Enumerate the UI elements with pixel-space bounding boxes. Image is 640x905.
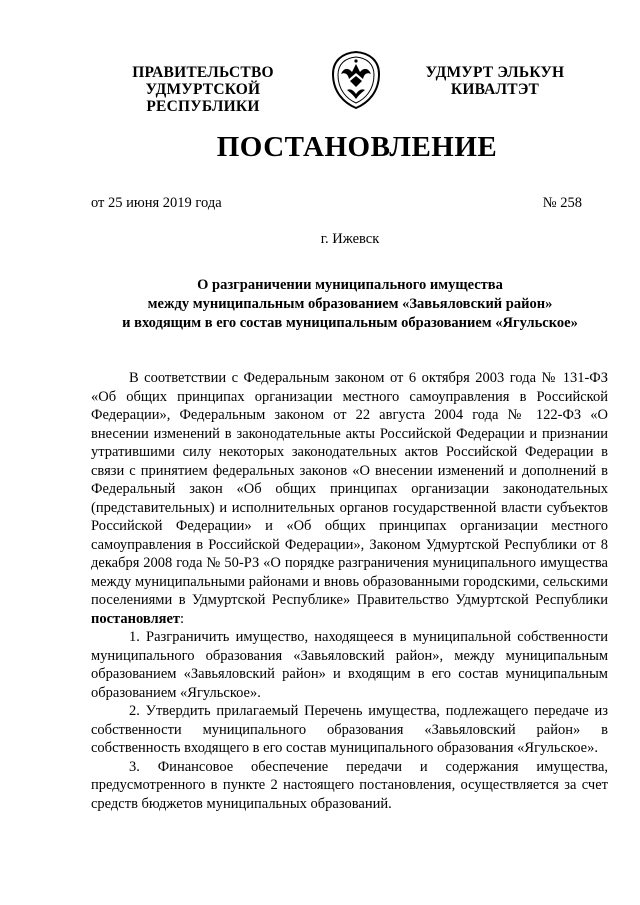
item-1-paragraph: 1. Разграничить имущество, находящееся в муниципальной собственности муниципального образования «Завьяловский район», между муниципальным образованием «Завьяловский район» и входящим в его состав муниципальным образованием «Ягульское». (91, 629, 608, 701)
subject-line3: и входящим в его состав муниципальным образованием «Ягульское» (122, 315, 578, 331)
government-name-udmurt-line1: УДМУРТ ЭЛЬКУН (425, 64, 565, 81)
government-name-line1: ПРАВИТЕЛЬСТВО (132, 64, 274, 81)
document-body (91, 369, 608, 813)
item-3-paragraph: 3. Финансовое обеспечение передачи и содержания имущества, предусмотренного в пункте 2 настоящего постановления, осуществляется за счет средств бюджетов муниципальных образований. (91, 758, 608, 812)
document-city: г. Ижевск (320, 231, 380, 247)
document-subject (0, 276, 640, 333)
resolves-word: постановляет (91, 610, 181, 627)
government-name-udmurt-line2: КИВАЛТЭТ (450, 81, 540, 98)
preamble-text: В соответствии с Федеральным законом от 6 октября 2003 года № 131-ФЗ «Об общих принципах организации местного самоуправления в Российской Федерации», Федеральным законом от 22 августа 2004 года № 122-ФЗ «О внесении изменений в законодательные акты Российской Федерации и признании утратившими силу некоторых законодательных актов Российской Федерации в связи с принятием федеральных законов «О внесении изменений и дополнений в Федеральный закон «Об общих принципах организации законодательных (представительных) и исполнительных органов государственной власти субъектов Российской Федерации» и «Об общих принципах организации местного самоуправления в Российской Федерации», Законом Удмуртской Республики от 8 декабря 2008 года № 50-РЗ «О порядке разграничения муниципального имущества между муниципальными районами и вновь образованными городскими, сельскими поселениями в Удмуртской Республике» Правительство Удмуртской Республики (91, 370, 608, 608)
subject-line2: между муниципальным образованием «Завьяловский район» (147, 296, 553, 312)
preamble-paragraph (91, 369, 608, 628)
item-2-paragraph: 2. Утвердить прилагаемый Перечень имущества, подлежащего передаче из собственности муниципального образования «Завьяловский район» в собственность входящего в его состав муниципального образования «Ягульское». (91, 703, 608, 756)
government-name-udmurt (420, 64, 570, 98)
document-date: от 25 июня 2019 года (91, 195, 222, 211)
coat-of-arms-icon (330, 50, 382, 110)
government-name-russian (92, 64, 314, 115)
subject-line1: О разграничении муниципального имущества (197, 277, 503, 293)
document-number: № 258 (542, 195, 582, 211)
document-title: ПОСТАНОВЛЕНИЕ (216, 131, 498, 163)
preamble-colon: : (180, 610, 185, 627)
government-name-line2: УДМУРТСКОЙ РЕСПУБЛИКИ (145, 81, 261, 115)
